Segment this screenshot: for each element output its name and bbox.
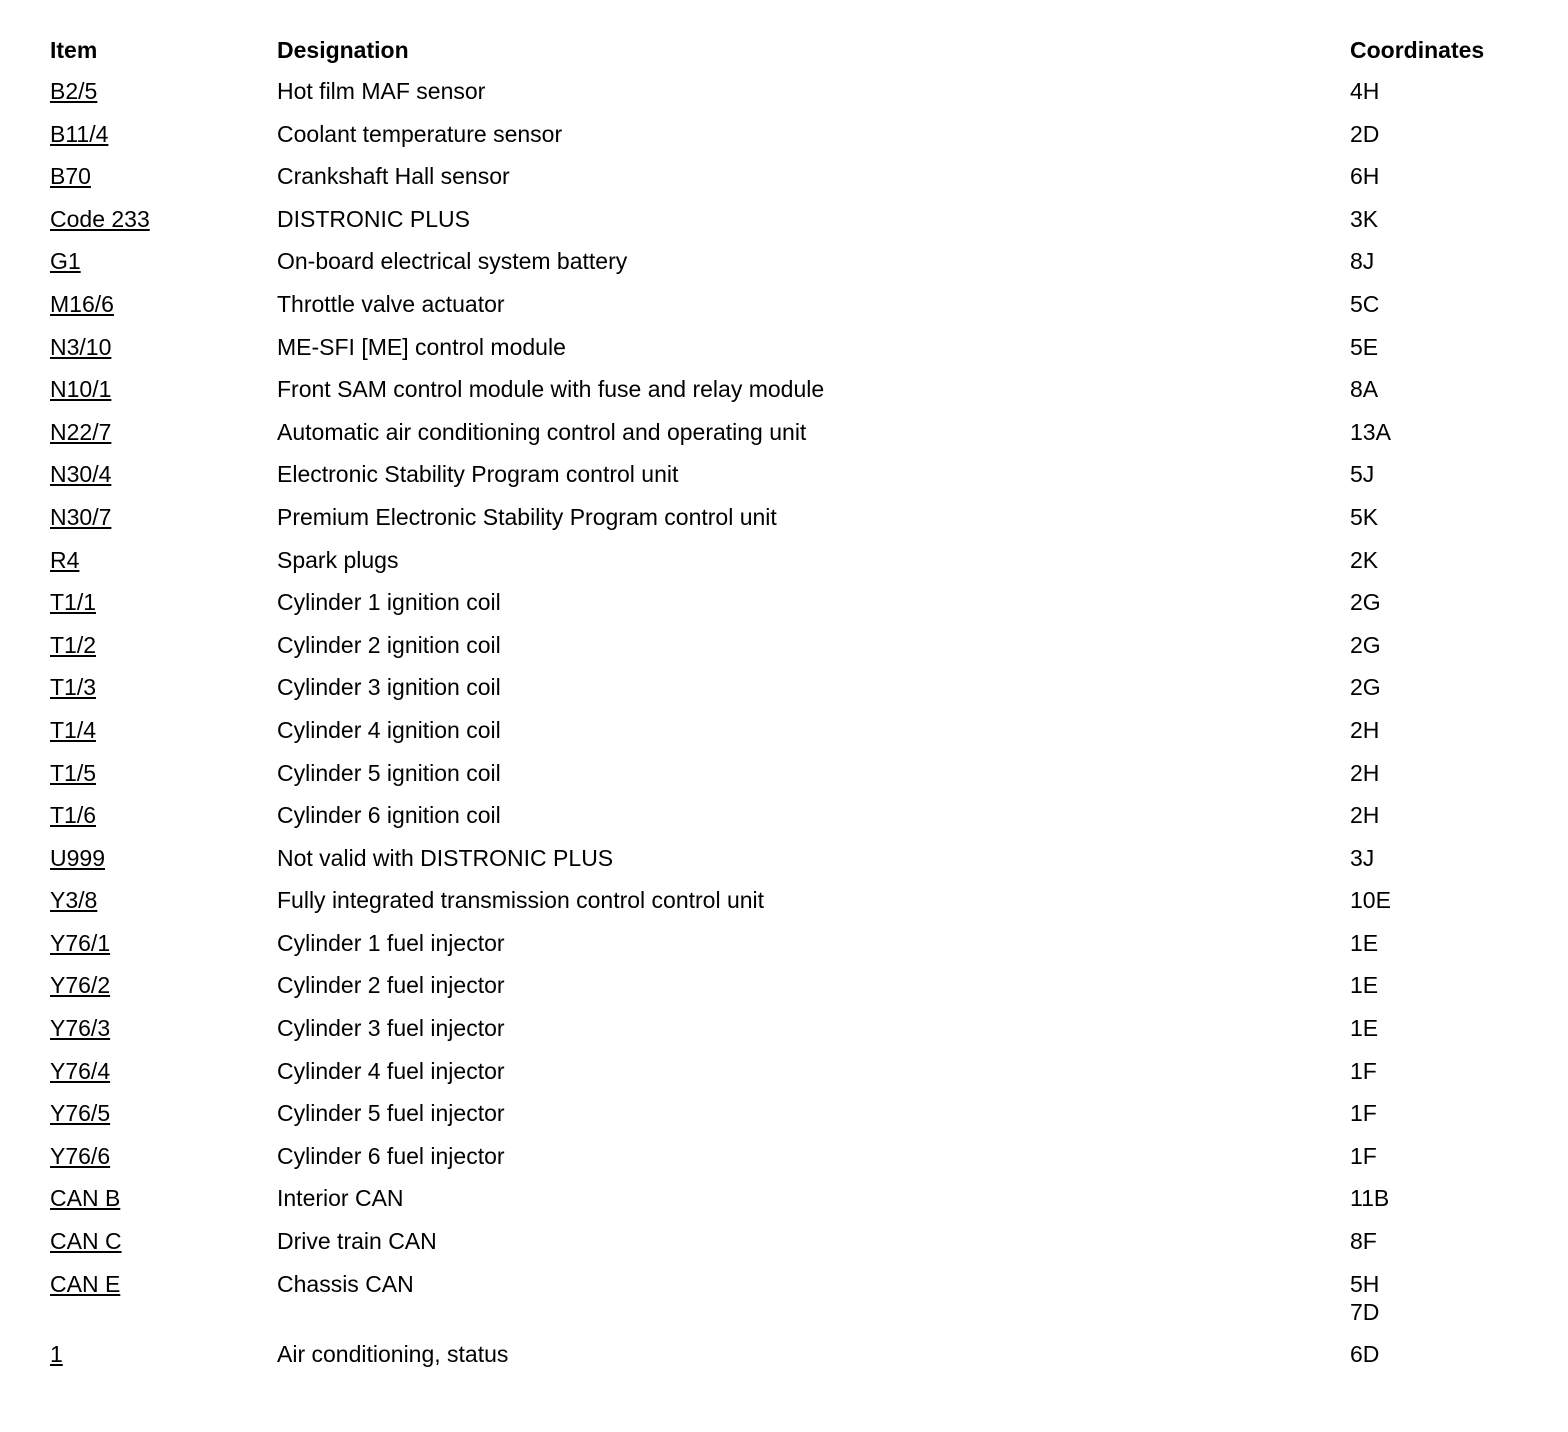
item-cell bbox=[50, 496, 270, 539]
table-row bbox=[50, 1050, 1530, 1093]
coordinate-value: 2H bbox=[1350, 716, 1380, 743]
item-cell bbox=[50, 794, 270, 837]
coordinate-value: 3J bbox=[1350, 844, 1375, 871]
table-row bbox=[50, 113, 1530, 156]
table-row bbox=[50, 666, 1530, 709]
coordinates-cell bbox=[1350, 411, 1530, 454]
table-row bbox=[50, 1333, 1530, 1376]
coordinate-value: 5K bbox=[1350, 503, 1379, 530]
coordinate-value: 2D bbox=[1350, 120, 1380, 147]
item-link[interactable]: Y76/1 bbox=[50, 929, 111, 956]
designation-cell: On-board electrical system battery bbox=[277, 248, 628, 275]
item-cell bbox=[50, 70, 270, 113]
header-item: Item bbox=[50, 37, 98, 63]
coordinates-cell bbox=[1350, 1050, 1530, 1093]
coordinates-cell bbox=[1350, 155, 1530, 198]
item-cell bbox=[50, 879, 270, 922]
item-link[interactable]: T1/3 bbox=[50, 674, 97, 701]
item-cell bbox=[50, 326, 270, 369]
coordinates-cell bbox=[1350, 368, 1530, 411]
coordinates-cell bbox=[1350, 1177, 1530, 1220]
item-link[interactable]: N3/10 bbox=[50, 333, 112, 360]
designation-cell: Fully integrated transmission control control unit bbox=[277, 887, 765, 914]
item-link[interactable]: U999 bbox=[50, 844, 105, 871]
designation-cell: Interior CAN bbox=[277, 1185, 404, 1212]
coordinate-value: 2H bbox=[1350, 802, 1380, 829]
designation-cell: Cylinder 3 fuel injector bbox=[277, 1015, 505, 1042]
item-cell bbox=[50, 198, 270, 241]
item-cell bbox=[50, 1220, 270, 1263]
table-row bbox=[50, 1092, 1530, 1135]
coordinates-cell bbox=[1350, 496, 1530, 539]
table-row bbox=[50, 964, 1530, 1007]
designation-cell: Premium Electronic Stability Program control unit bbox=[277, 503, 777, 530]
coordinate-value: 5C bbox=[1350, 290, 1380, 317]
item-cell bbox=[50, 709, 270, 752]
designation-cell: Cylinder 3 ignition coil bbox=[277, 674, 501, 701]
table-row bbox=[50, 496, 1530, 539]
item-link[interactable]: T1/4 bbox=[50, 716, 97, 743]
designation-cell: Air conditioning, status bbox=[277, 1340, 509, 1367]
coordinate-value: 6D bbox=[1350, 1340, 1380, 1367]
coordinates-cell bbox=[1350, 283, 1530, 326]
coordinate-value: 1F bbox=[1350, 1142, 1377, 1169]
coordinates-cell bbox=[1350, 326, 1530, 369]
item-cell bbox=[50, 368, 270, 411]
coordinates-cell bbox=[1350, 1135, 1530, 1178]
coordinates-cell bbox=[1350, 879, 1530, 922]
table-row bbox=[50, 794, 1530, 837]
item-link[interactable]: T1/5 bbox=[50, 759, 97, 786]
designation-cell: ME-SFI [ME] control module bbox=[277, 333, 566, 360]
table-row bbox=[50, 240, 1530, 283]
item-cell bbox=[50, 964, 270, 1007]
coordinate-value: 13A bbox=[1350, 418, 1391, 445]
coordinates-cell bbox=[1350, 113, 1530, 156]
coordinate-value: 3K bbox=[1350, 205, 1379, 232]
item-cell bbox=[50, 624, 270, 667]
item-link[interactable]: T1/2 bbox=[50, 631, 97, 658]
coordinate-value: 11B bbox=[1350, 1185, 1390, 1212]
item-cell bbox=[50, 240, 270, 283]
designation-cell: Spark plugs bbox=[277, 546, 399, 573]
coordinates-cell bbox=[1350, 752, 1530, 795]
coordinates-cell bbox=[1350, 837, 1530, 880]
designation-cell: Drive train CAN bbox=[277, 1228, 437, 1255]
item-cell bbox=[50, 1092, 270, 1135]
table-row bbox=[50, 1177, 1530, 1220]
table-row bbox=[50, 283, 1530, 326]
item-link[interactable]: T1/6 bbox=[50, 802, 97, 829]
item-cell bbox=[50, 666, 270, 709]
designation-cell: Coolant temperature sensor bbox=[277, 120, 563, 147]
coordinate-value: 4H bbox=[1350, 78, 1380, 104]
header-coordinates: Coordinates bbox=[1350, 37, 1485, 63]
designation-cell: Automatic air conditioning control and operating unit bbox=[277, 418, 807, 445]
coordinate-value: 8J bbox=[1350, 248, 1375, 275]
coordinate-value: 5H bbox=[1350, 1270, 1380, 1297]
table-row bbox=[50, 837, 1530, 880]
table-row bbox=[50, 581, 1530, 624]
coordinate-value: 5E bbox=[1350, 333, 1379, 360]
item-link[interactable]: M16/6 bbox=[50, 290, 114, 317]
table-row bbox=[50, 70, 1530, 113]
coordinate-value: 6H bbox=[1350, 163, 1380, 190]
item-link[interactable]: Y76/6 bbox=[50, 1142, 111, 1169]
coordinates-cell bbox=[1350, 1220, 1530, 1263]
header-designation: Designation bbox=[277, 37, 409, 63]
item-cell bbox=[50, 539, 270, 582]
table-row bbox=[50, 752, 1530, 795]
item-cell bbox=[50, 283, 270, 326]
item-link[interactable]: B70 bbox=[50, 163, 91, 190]
coordinates-cell bbox=[1350, 1007, 1530, 1050]
table-row bbox=[50, 879, 1530, 922]
item-link[interactable]: N22/7 bbox=[50, 418, 112, 445]
coordinate-value: 1E bbox=[1350, 972, 1379, 999]
table-row bbox=[50, 709, 1530, 752]
coordinates-cell bbox=[1350, 922, 1530, 965]
table-row bbox=[50, 453, 1530, 496]
legend-table bbox=[50, 30, 1530, 1375]
item-cell bbox=[50, 453, 270, 496]
item-cell bbox=[50, 411, 270, 454]
coordinates-cell bbox=[1350, 666, 1530, 709]
coordinates-cell bbox=[1350, 453, 1530, 496]
item-link[interactable]: CAN C bbox=[50, 1228, 122, 1255]
designation-cell: Throttle valve actuator bbox=[277, 290, 505, 317]
coordinates-cell bbox=[1350, 964, 1530, 1007]
table-row bbox=[50, 1007, 1530, 1050]
item-cell bbox=[50, 581, 270, 624]
table-header bbox=[50, 30, 1530, 70]
designation-cell: Front SAM control module with fuse and relay module bbox=[277, 376, 825, 403]
coordinates-cell bbox=[1350, 624, 1530, 667]
coordinate-value: 2G bbox=[1350, 589, 1381, 616]
coordinate-value: 8A bbox=[1350, 376, 1379, 403]
item-link[interactable]: Code 233 bbox=[50, 205, 150, 232]
designation-cell: Chassis CAN bbox=[277, 1270, 414, 1297]
coordinates-cell bbox=[1350, 240, 1530, 283]
item-cell bbox=[50, 1135, 270, 1178]
item-cell bbox=[50, 752, 270, 795]
designation-cell: Cylinder 5 ignition coil bbox=[277, 759, 501, 786]
coordinate-value: 1F bbox=[1350, 1100, 1377, 1127]
designation-cell: DISTRONIC PLUS bbox=[277, 205, 470, 232]
table-row bbox=[50, 922, 1530, 965]
coordinate-value: 8F bbox=[1350, 1228, 1377, 1255]
item-link[interactable]: N30/4 bbox=[50, 461, 112, 488]
coordinate-value: 10E bbox=[1350, 887, 1391, 914]
designation-cell: Cylinder 4 ignition coil bbox=[277, 716, 501, 743]
item-link[interactable]: B11/4 bbox=[50, 120, 109, 147]
table-body bbox=[50, 70, 1530, 1375]
item-cell bbox=[50, 1177, 270, 1220]
item-link[interactable]: B2/5 bbox=[50, 78, 98, 104]
item-link[interactable]: CAN B bbox=[50, 1185, 121, 1212]
table-row bbox=[50, 411, 1530, 454]
designation-cell: Cylinder 5 fuel injector bbox=[277, 1100, 505, 1127]
table-row bbox=[50, 624, 1530, 667]
coordinate-value: 1F bbox=[1350, 1057, 1377, 1084]
table-row bbox=[50, 326, 1530, 369]
coordinates-cell bbox=[1350, 581, 1530, 624]
designation-cell: Cylinder 2 fuel injector bbox=[277, 972, 505, 999]
table-row bbox=[50, 155, 1530, 198]
coordinate-value: 1E bbox=[1350, 1015, 1379, 1042]
item-cell bbox=[50, 837, 270, 880]
designation-cell: Cylinder 6 ignition coil bbox=[277, 802, 501, 829]
coordinate-value: 7D bbox=[1350, 1298, 1380, 1325]
coordinates-cell bbox=[1350, 1092, 1530, 1135]
designation-cell: Cylinder 1 ignition coil bbox=[277, 589, 501, 616]
coordinate-value: 2H bbox=[1350, 759, 1380, 786]
designation-cell: Hot film MAF sensor bbox=[277, 78, 486, 104]
item-cell bbox=[50, 113, 270, 156]
item-cell bbox=[50, 1333, 270, 1376]
designation-cell: Electronic Stability Program control unit bbox=[277, 461, 679, 488]
item-cell bbox=[50, 1263, 270, 1306]
designation-cell: Cylinder 6 fuel injector bbox=[277, 1142, 505, 1169]
table-row bbox=[50, 1263, 1530, 1333]
item-link[interactable]: Y76/2 bbox=[50, 972, 111, 999]
designation-cell: Cylinder 4 fuel injector bbox=[277, 1057, 505, 1084]
coordinates-cell bbox=[1350, 1270, 1530, 1326]
item-link[interactable]: T1/1 bbox=[50, 589, 97, 616]
table-row bbox=[50, 368, 1530, 411]
designation-cell: Crankshaft Hall sensor bbox=[277, 163, 510, 190]
table-row bbox=[50, 539, 1530, 582]
item-cell bbox=[50, 1050, 270, 1093]
coordinate-value: 2G bbox=[1350, 674, 1381, 701]
item-link[interactable]: N30/7 bbox=[50, 503, 112, 530]
item-cell bbox=[50, 1007, 270, 1050]
item-link[interactable]: Y76/3 bbox=[50, 1015, 111, 1042]
coordinate-value: 2G bbox=[1350, 631, 1381, 658]
item-link[interactable]: G1 bbox=[50, 248, 81, 275]
item-link[interactable]: N10/1 bbox=[50, 376, 112, 403]
coordinate-value: 1E bbox=[1350, 929, 1379, 956]
coordinates-cell bbox=[1350, 709, 1530, 752]
item-link[interactable]: Y3/8 bbox=[50, 887, 98, 914]
item-link[interactable]: R4 bbox=[50, 546, 80, 573]
item-link[interactable]: 1 bbox=[50, 1340, 63, 1367]
item-cell bbox=[50, 922, 270, 965]
coordinate-value: 5J bbox=[1350, 461, 1375, 488]
coordinates-cell bbox=[1350, 70, 1530, 113]
coordinates-cell bbox=[1350, 794, 1530, 837]
item-link[interactable]: Y76/5 bbox=[50, 1100, 111, 1127]
item-link[interactable]: CAN E bbox=[50, 1270, 121, 1297]
item-link[interactable]: Y76/4 bbox=[50, 1057, 111, 1084]
table-row bbox=[50, 1220, 1530, 1263]
designation-cell: Cylinder 2 ignition coil bbox=[277, 631, 501, 658]
item-cell bbox=[50, 155, 270, 198]
coordinate-value: 2K bbox=[1350, 546, 1379, 573]
coordinates-cell bbox=[1350, 1333, 1530, 1376]
coordinates-cell bbox=[1350, 539, 1530, 582]
designation-cell: Cylinder 1 fuel injector bbox=[277, 929, 505, 956]
coordinates-cell bbox=[1350, 198, 1530, 241]
table-row bbox=[50, 198, 1530, 241]
table-row bbox=[50, 1135, 1530, 1178]
designation-cell: Not valid with DISTRONIC PLUS bbox=[277, 844, 614, 871]
